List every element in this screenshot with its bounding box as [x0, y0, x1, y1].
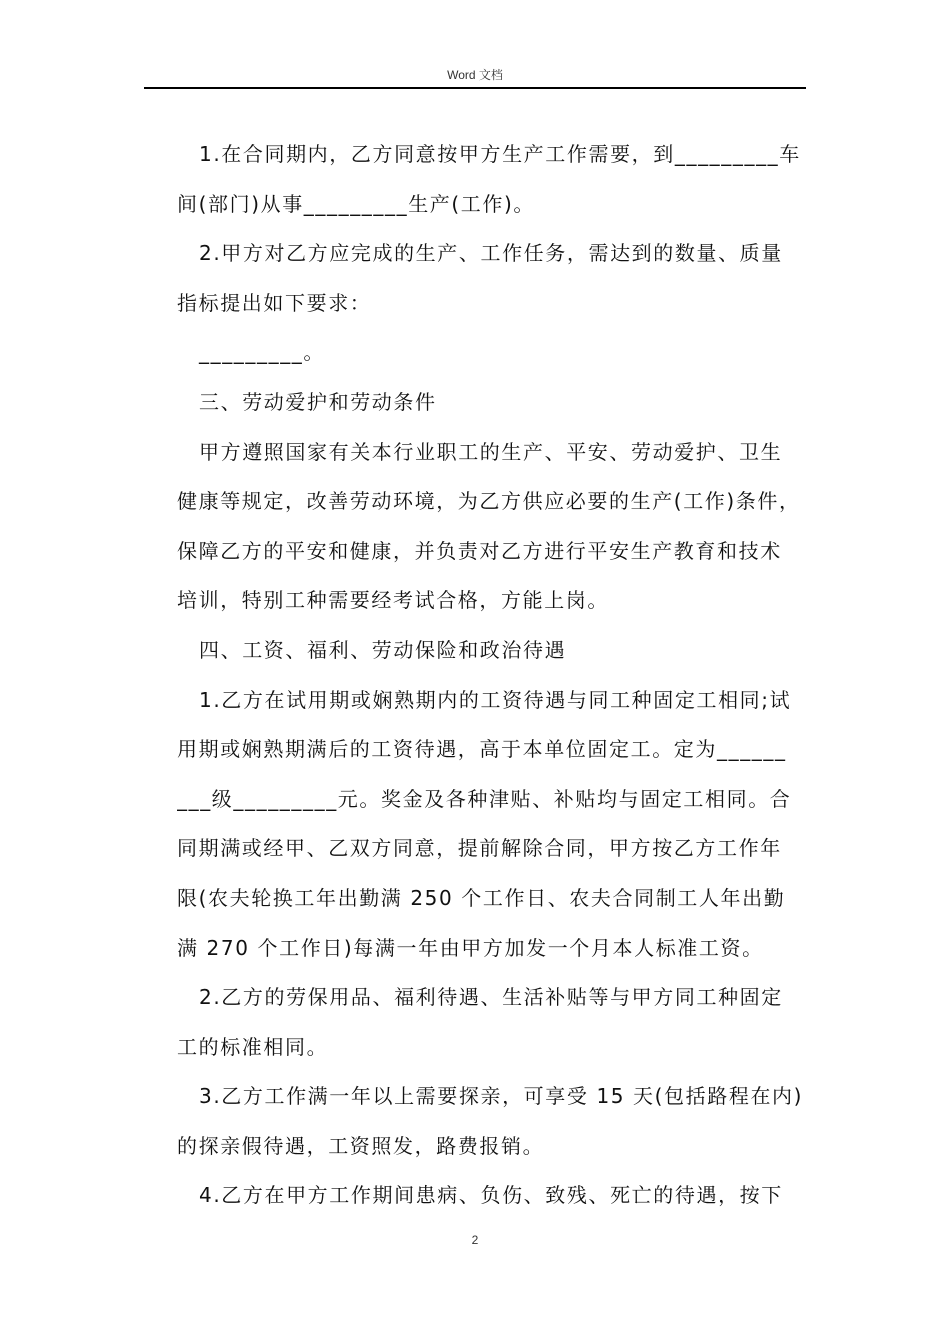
section-heading: 四、工资、福利、劳动保险和政治待遇 — [199, 637, 567, 662]
paragraph-line: _________。 — [199, 340, 325, 365]
paragraph-line: 满 270 个工作日)每满一年由甲方加发一个月本人标准工资。 — [177, 935, 764, 960]
paragraph-line: 2.甲方对乙方应完成的生产、工作任务，需达到的数量、质量 — [199, 241, 783, 266]
paragraph-line: 工的标准相同。 — [177, 1034, 329, 1059]
paragraph-line: 甲方遵照国家有关本行业职工的生产、平安、劳动爱护、卫生 — [199, 439, 783, 464]
page-number: 2 — [471, 1233, 479, 1247]
paragraph-line: 的探亲假待遇，工资照发，路费报销。 — [177, 1133, 545, 1158]
paragraph-line: 1.在合同期内，乙方同意按甲方生产工作需要，到_________车 — [199, 142, 801, 166]
paragraph-line: ___级_________元。奖金及各种津贴、补贴均与固定工相同。合 — [177, 786, 792, 811]
document-body — [177, 130, 809, 1221]
paragraph-line: 保障乙方的平安和健康，并负责对乙方进行平安生产教育和技术 — [177, 538, 782, 563]
paragraph-line: 指标提出如下要求： — [177, 290, 372, 315]
page-header: Word 文档 — [447, 68, 503, 82]
paragraph-line: 同期满或经甲、乙双方同意，提前解除合同，甲方按乙方工作年 — [177, 836, 782, 861]
header-rule — [144, 87, 806, 89]
section-heading: 三、劳动爱护和劳动条件 — [199, 389, 437, 414]
paragraph-line: 4.乙方在甲方工作期间患病、负伤、致残、死亡的待遇，按下 — [199, 1183, 783, 1208]
paragraph-line: 限(农夫轮换工年出勤满 250 个工作日、农夫合同制工人年出勤 — [177, 885, 786, 910]
paragraph-line: 健康等规定，改善劳动环境，为乙方供应必要的生产(工作)条件， — [177, 489, 801, 514]
paragraph-line: 间(部门)从事_________生产(工作)。 — [177, 191, 536, 216]
paragraph-line: 1.乙方在试用期或娴熟期内的工资待遇与同工种固定工相同;试 — [199, 687, 792, 712]
paragraph-line: 培训，特别工种需要经考试合格，方能上岗。 — [177, 588, 609, 613]
paragraph-line: 3.乙方工作满一年以上需要探亲，可享受 15 天(包括路程在内) — [199, 1084, 804, 1109]
paragraph-line: 用期或娴熟期满后的工资待遇，高于本单位固定工。定为______ — [177, 737, 787, 762]
paragraph-line: 2.乙方的劳保用品、福利待遇、生活补贴等与甲方同工种固定 — [199, 985, 783, 1010]
